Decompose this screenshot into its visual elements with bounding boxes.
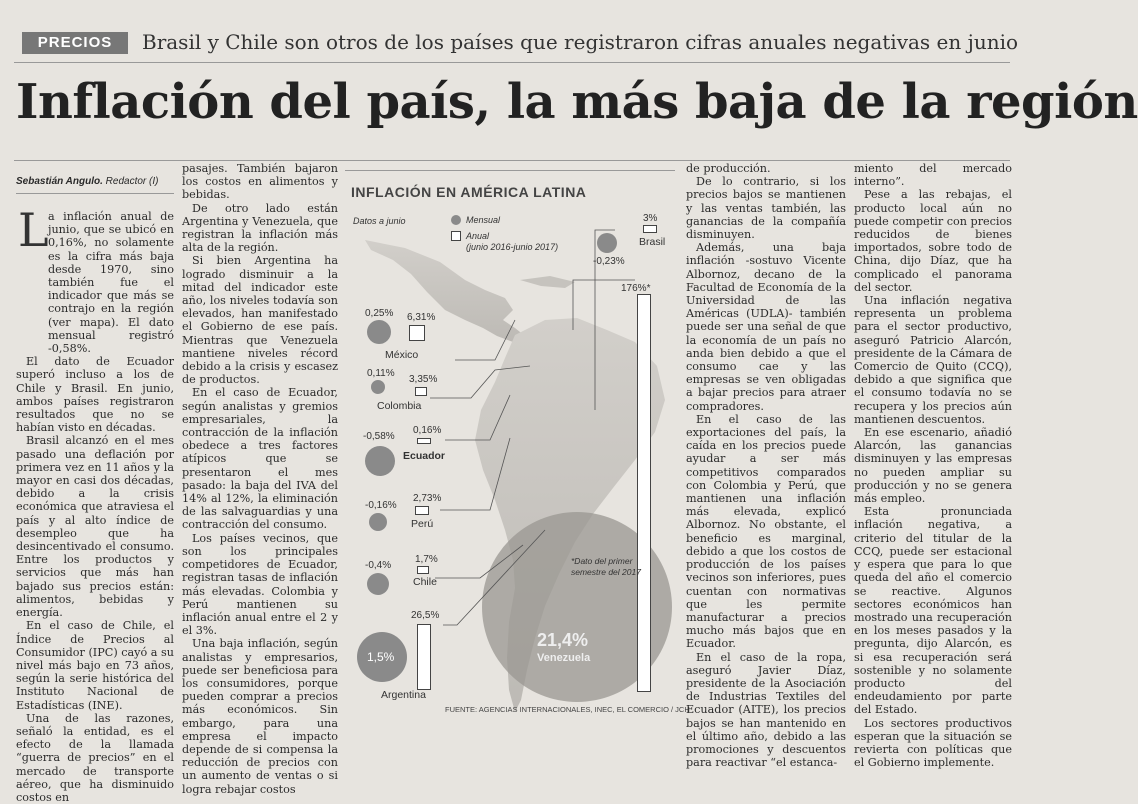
- brasil-annual-square: [643, 225, 657, 233]
- paragraph: En el caso de Chile, el Índice de Precios al Consumidor (IPC) cayó a su nivel más bajo en 73 años, según la serie histórica del Instituto Nacional de Estadísticas (INE).: [16, 619, 174, 712]
- paragraph: En el caso de la ropa, aseguró Javier Díaz, presidente de la Asociación de Industrias Textiles del Ecuador (AITE), los precios bajos se han mantenido en el último año, debido a las promociones y descuentos para reactivar “el estanca-: [686, 650, 846, 770]
- paragraph: Una inflación negativa representa un problema para el sector productivo, aseguró Patricio Alarcón, presidente de la Cámara de Comercio de Quito (CCQ), debido a que significa que el consumo todavía no se recupera y los precios aún mantienen descuentos.: [854, 294, 1012, 426]
- chile-monthly-value: -0,4%: [365, 560, 392, 571]
- paragraph: Una de las razones, señaló la entidad, es el efecto de la llamada “guerra de precios” en el mercado de transporte aéreo, que ha disminuido costos en: [16, 711, 174, 804]
- chile-monthly-dot: [367, 573, 389, 595]
- byline-role: Redactor (I): [105, 176, 159, 187]
- section-kicker: PRECIOS: [22, 32, 128, 54]
- mexico-monthly-dot: [367, 320, 391, 344]
- legend-annual-square: [451, 231, 461, 241]
- paragraph: Esta pronunciada inflación negativa, a criterio del titular de la CCQ, puede ser estacional y espera que para lo que queda del año el comercio se reactive. Algunos sectores económicos han mostrado una recuperación en los meses pasados y la pregunta, dijo Alarcón, es si esa recuperación será sostenible y no solamente producto del endeudamiento por parte del Estado.: [854, 505, 1012, 717]
- argentina-annual-value: 26,5%: [411, 610, 440, 621]
- colombia-label: Colombia: [377, 400, 422, 412]
- peru-monthly-dot: [369, 513, 387, 531]
- headline-rule: [14, 160, 1010, 161]
- paragraph: En ese escenario, añadió Alarcón, las ganancias disminuyen y las empresas no pueden ampliar su producción y no se genera más empleo.: [854, 426, 1012, 506]
- article-column-4: [854, 162, 1012, 769]
- paragraph: miento del mercado interno”.: [854, 162, 1012, 189]
- inflation-infographic: [345, 170, 690, 718]
- chile-annual-value: 1,7%: [415, 554, 438, 565]
- venezuela-footnote: *Dato del primer semestre del 2017: [571, 556, 641, 577]
- legend-annual-period: (junio 2016-junio 2017): [466, 242, 559, 252]
- argentina-annual-bar: [417, 624, 431, 690]
- brasil-monthly-dot: [597, 233, 617, 253]
- argentina-monthly-value: 1,5%: [367, 650, 395, 664]
- paragraph: pasajes. También bajaron los costos en alimentos y bebidas.: [182, 162, 338, 202]
- brasil-annual-value: 3%: [643, 213, 658, 224]
- paragraph: Brasil alcanzó en el mes pasado una deflación por primera vez en 11 años y la mayor en casi dos décadas, debido a la crisis económica que atraviesa el país y al alto índice de desempleo que ha desincentivado el consumo. Entre los productos y servicios que más han bajado sus precios están: alimentos, bebidas y energía.: [16, 434, 174, 620]
- byline-rule: [16, 193, 174, 194]
- paragraph: De otro lado están Argentina y Venezuela, que registran la inflación más alta de la región.: [182, 201, 338, 255]
- ecuador-annual-value: 0,16%: [413, 425, 442, 436]
- mexico-monthly-value: 0,25%: [365, 308, 394, 319]
- byline: [16, 176, 158, 187]
- colombia-monthly-dot: [371, 380, 385, 394]
- colombia-annual-value: 3,35%: [409, 374, 438, 385]
- ecuador-annual-square: [417, 438, 431, 444]
- paragraph: de producción.: [686, 162, 771, 175]
- argentina-label: Argentina: [381, 689, 426, 701]
- graphic-title: INFLACIÓN EN AMÉRICA LATINA: [351, 184, 587, 200]
- peru-annual-value: 2,73%: [413, 493, 442, 504]
- chile-annual-square: [417, 566, 429, 574]
- peru-annual-square: [415, 506, 429, 515]
- peru-label: Perú: [411, 518, 434, 530]
- drop-cap: L: [18, 203, 49, 257]
- mexico-annual-value: 6,31%: [407, 312, 436, 323]
- mexico-annual-square: [409, 325, 425, 341]
- paragraph: Una baja inflación, según analistas y empresarios, puede ser beneficiosa para los consumidores, porque pueden comprar a precios más económicos. Sin embargo, para una empresa el impacto depende de si compensa la reducción de precios con un aumento de ventas o si logra rebajar costos: [182, 637, 338, 796]
- paragraph: En el caso de las exportaciones del país, la caída en los precios puede ayudar a ser más competitivos comparados con Colombia y Perú, que mantienen una inflación más elevada, explicó Albornoz. No obstante, el beneficio es marginal, debido a que los costos de producción de los países vecinos son inferiores, pues cuentan con normativas que les permite manufacturar a precios mucho más bajos que en Ecuador.: [686, 412, 846, 651]
- colombia-annual-square: [415, 387, 427, 396]
- paragraph: Además, una baja inflación -sostuvo Vicente Albornoz, decano de la Facultad de Economía de la Universidad de las Américas (UDLA)- también puede ser una señal de que la economía de un país no anda bien debido a que el consumo cae y las empresas se ven obligadas a bajar precios para atraer compradores.: [686, 241, 846, 413]
- deck-subheadline: Brasil y Chile son otros de los países que registraron cifras anuales negativas en junio: [142, 30, 1019, 54]
- legend-annual-label: Anual: [466, 231, 490, 241]
- colombia-monthly-value: 0,11%: [367, 368, 395, 379]
- article-column-2: [182, 162, 338, 796]
- paragraph: El dato de Ecuador superó incluso a los de Chile y Brasil. En junio, ambos países registraron resultados que no se habían visto en décadas.: [16, 355, 174, 435]
- article-column-3: [686, 162, 846, 769]
- venezuela-annual-value: 176%*: [621, 283, 651, 294]
- paragraph: Los sectores productivos esperan que la situación se revierta con políticas que el Gobierno implemente.: [854, 716, 1012, 770]
- paragraph: a inflación anual de junio, que se ubicó en 0,16%, no solamente es la cifra más baja desde 1970, sino también fue el indicador que más se contrajo en la región (ver mapa). El dato mensual registró -0,58%.: [48, 210, 174, 356]
- paragraph: Pese a las rebajas, el producto local aún no puede competir con precios reducidos de bienes importados, sobre todo de China, dijo Díaz, que ha complicado el panorama del sector.: [854, 188, 1012, 294]
- chile-label: Chile: [413, 576, 437, 588]
- mexico-label: México: [385, 349, 419, 361]
- headline: Inflación del país, la más baja de la región: [16, 74, 1138, 130]
- venezuela-label: Venezuela: [537, 652, 591, 664]
- ecuador-monthly-dot: [365, 446, 395, 476]
- ecuador-monthly-value: -0,58%: [363, 431, 395, 442]
- graphic-source: FUENTE: AGENCIAS INTERNACIONALES, INEC, EL COMERCIO / JCH: [445, 705, 690, 714]
- legend-monthly-dot: [451, 215, 461, 225]
- legend-monthly-label: Mensual: [466, 215, 501, 225]
- venezuela-annual-bar: [637, 294, 651, 692]
- byline-author: Sebastián Angulo.: [16, 176, 103, 187]
- paragraph: En el caso de Ecuador, según analistas y gremios empresariales, la contracción de la inflación obedece a tres factores atípicos que se presentaron el mes pasado: la baja del IVA del 14% al 12%, la eliminación de las salvaguardias y una contracción del consumo.: [182, 386, 338, 532]
- peru-monthly-value: -0,16%: [365, 500, 397, 511]
- brasil-monthly-value: -0,23%: [593, 256, 625, 267]
- paragraph: De lo contrario, si los precios bajos se mantienen y las ventas también, las ganancias de la compañía disminuyen.: [686, 175, 846, 242]
- paragraph: Si bien Argentina ha logrado disminuir a la mitad del indicador este año, los niveles todavía son elevados, han manifestado el Gobierno de ese país. Mientras que Venezuela mantiene niveles récord debido a la crisis y escasez de productos.: [182, 254, 338, 387]
- venezuela-monthly-value: 21,4%: [537, 630, 589, 650]
- article-column-1: [16, 210, 174, 804]
- paragraph: Los países vecinos, que son los principales competidores de Ecuador, registran tasas de inflación más elevadas. Colombia y Perú mantienen su inflación anual entre el 2 y el 3%.: [182, 531, 338, 638]
- graphic-note: Datos a junio: [353, 216, 406, 226]
- header-rule: [14, 62, 1010, 63]
- map-caribbean: [520, 276, 575, 288]
- ecuador-label: Ecuador: [403, 450, 446, 462]
- brasil-label: Brasil: [639, 236, 666, 248]
